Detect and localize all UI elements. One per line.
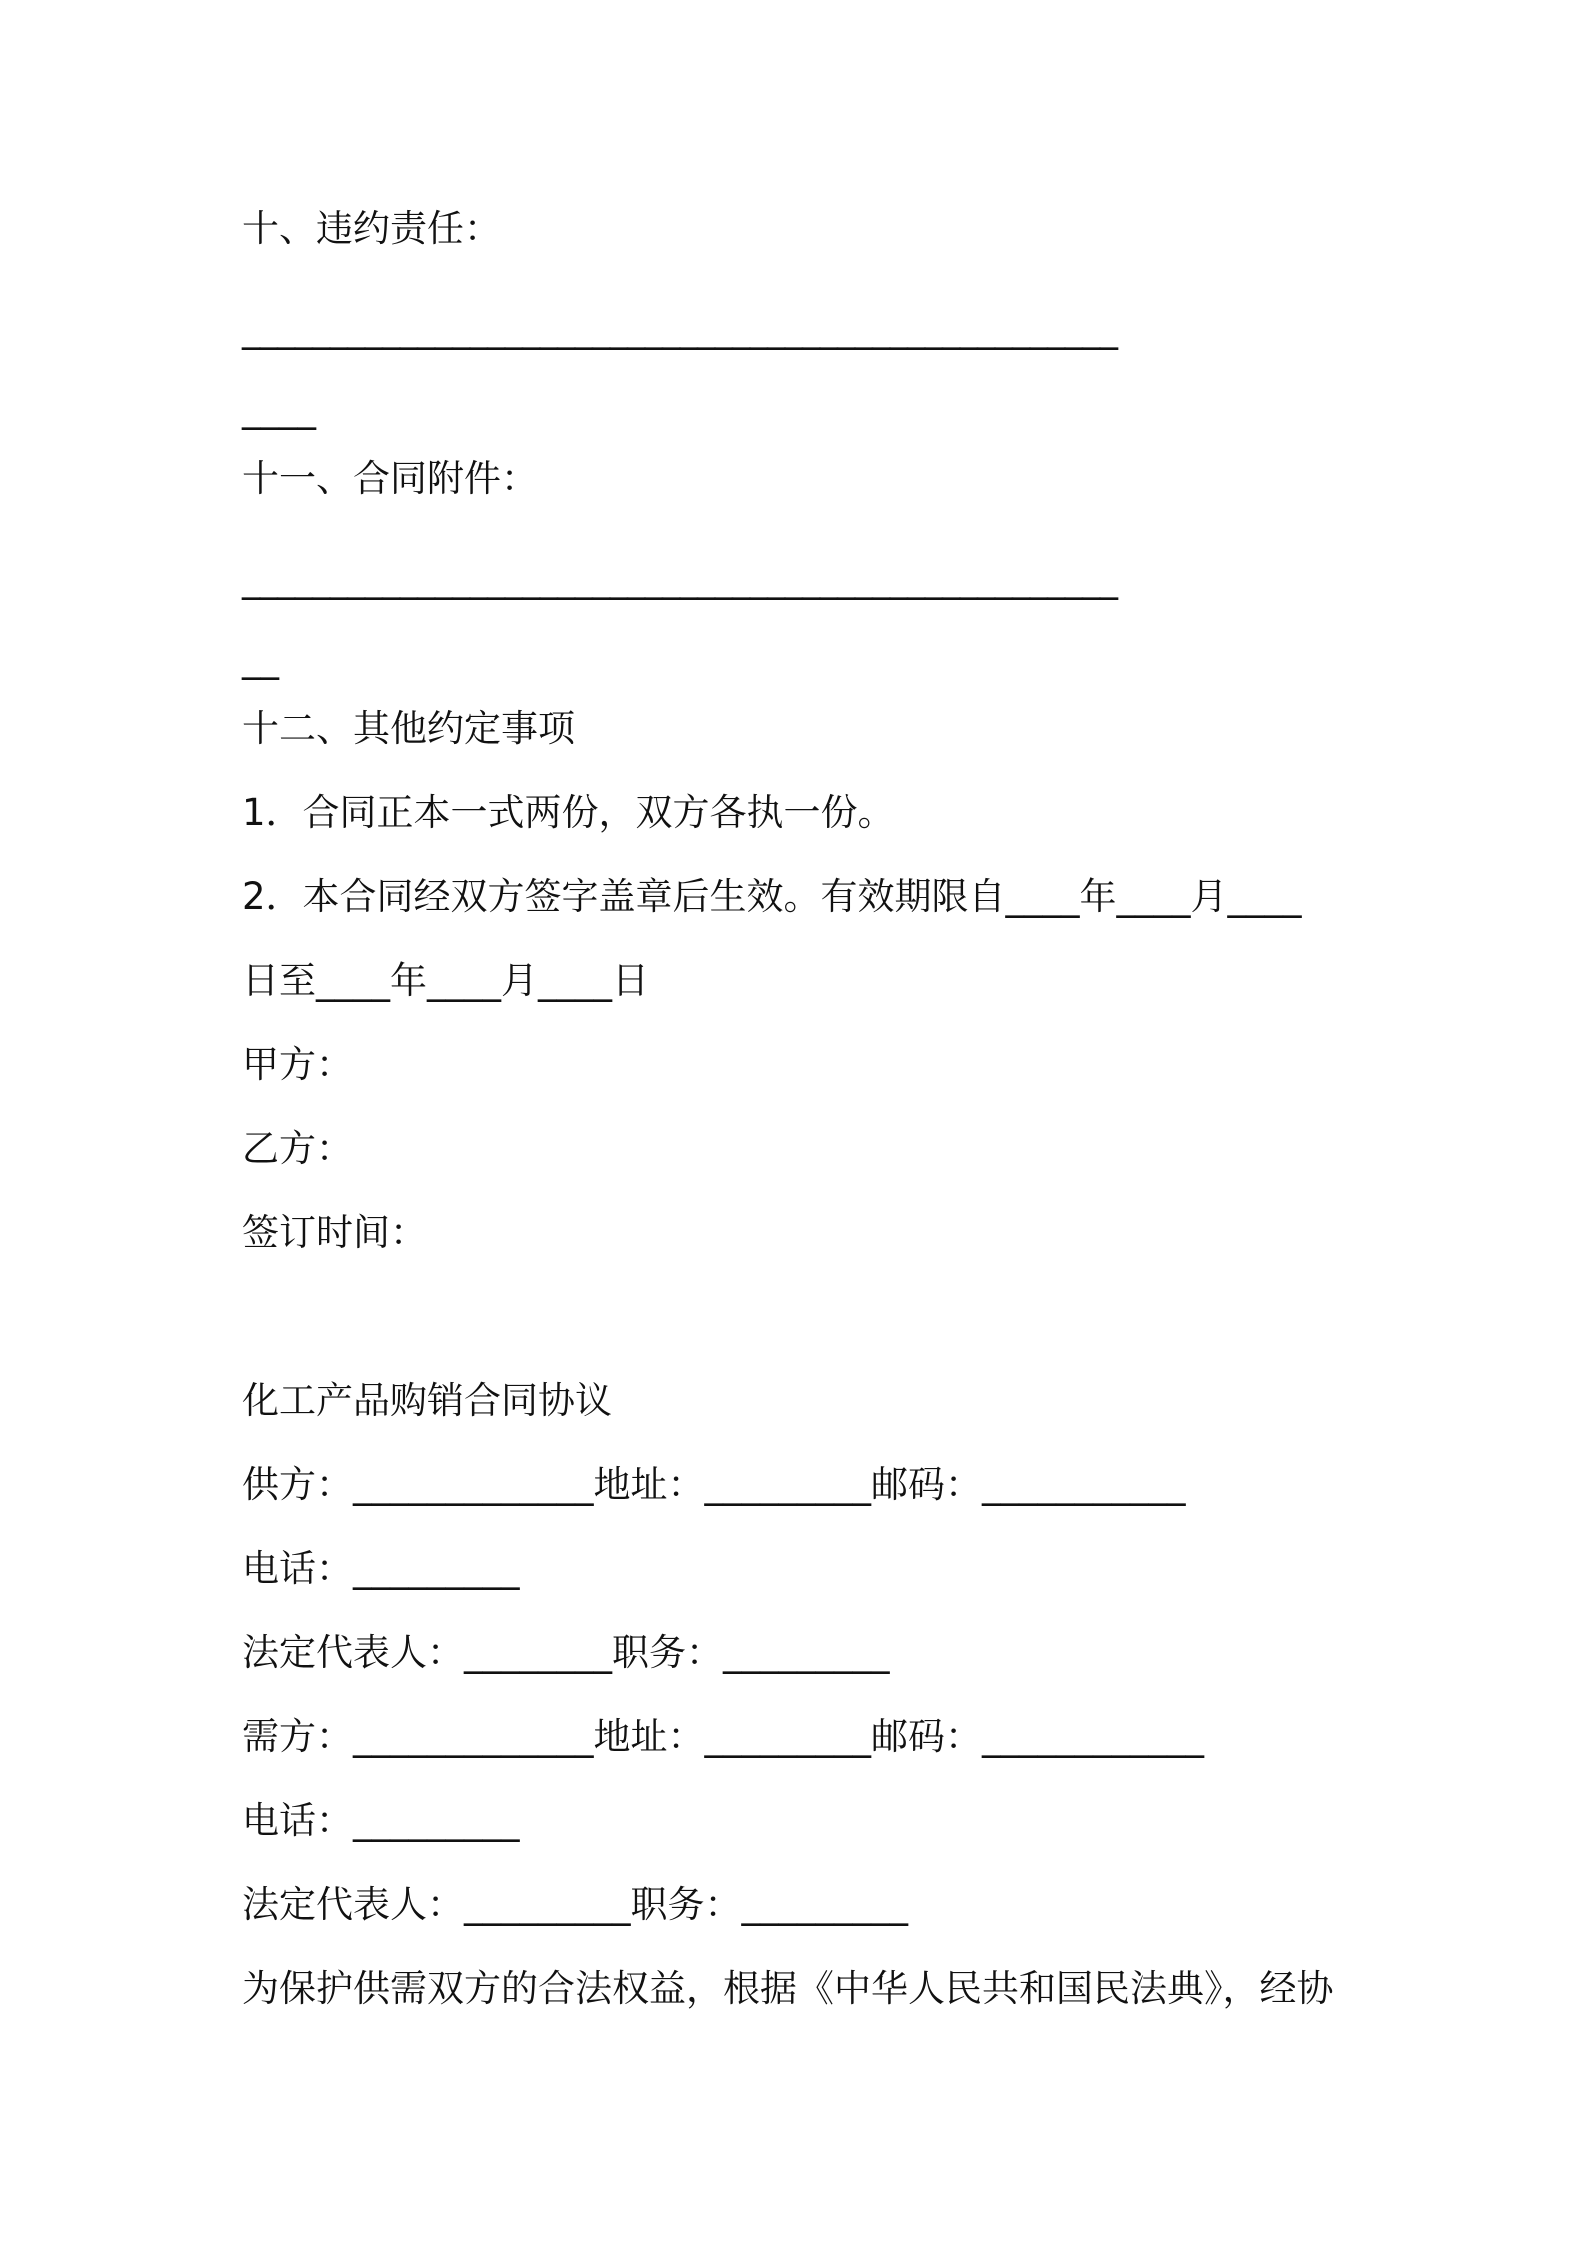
blank-line: __________________________________________________ xyxy=(242,557,1117,600)
blank-line-continuation: ____ xyxy=(242,387,316,430)
contract-title: 化工产品购销合同协议 xyxy=(242,1379,612,1422)
section-12-heading: 十二、其他约定事项 xyxy=(242,707,575,750)
supplier-phone: 电话：_________ xyxy=(242,1547,520,1590)
blank-line: __________________________________________________ xyxy=(242,307,1117,350)
party-b-label: 乙方： xyxy=(242,1127,353,1170)
buyer-representative: 法定代表人：_________职务：_________ xyxy=(242,1883,908,1926)
clause-2-continuation: 日至____年____月____日 xyxy=(242,959,649,1002)
section-11-heading: 十一、合同附件： xyxy=(242,457,538,500)
buyer-info: 需方：_____________地址：_________邮码：____________ xyxy=(242,1715,1204,1758)
blank-line-continuation: __ xyxy=(242,637,279,680)
clause-2: 2．本合同经双方签字盖章后生效。有效期限自____年____月____ xyxy=(242,875,1302,918)
clause-1: 1．合同正本一式两份，双方各执一份。 xyxy=(242,791,895,834)
preamble-text: 为保护供需双方的合法权益，根据《中华人民共和国民法典》，经协 xyxy=(242,1967,1334,2010)
buyer-phone: 电话：_________ xyxy=(242,1799,520,1842)
supplier-info: 供方：_____________地址：_________邮码：___________ xyxy=(242,1463,1186,1506)
signing-date-label: 签订时间： xyxy=(242,1211,427,1254)
party-a-label: 甲方： xyxy=(242,1043,353,1086)
supplier-representative: 法定代表人：________职务：_________ xyxy=(242,1631,890,1674)
section-10-heading: 十、违约责任： xyxy=(242,207,501,250)
